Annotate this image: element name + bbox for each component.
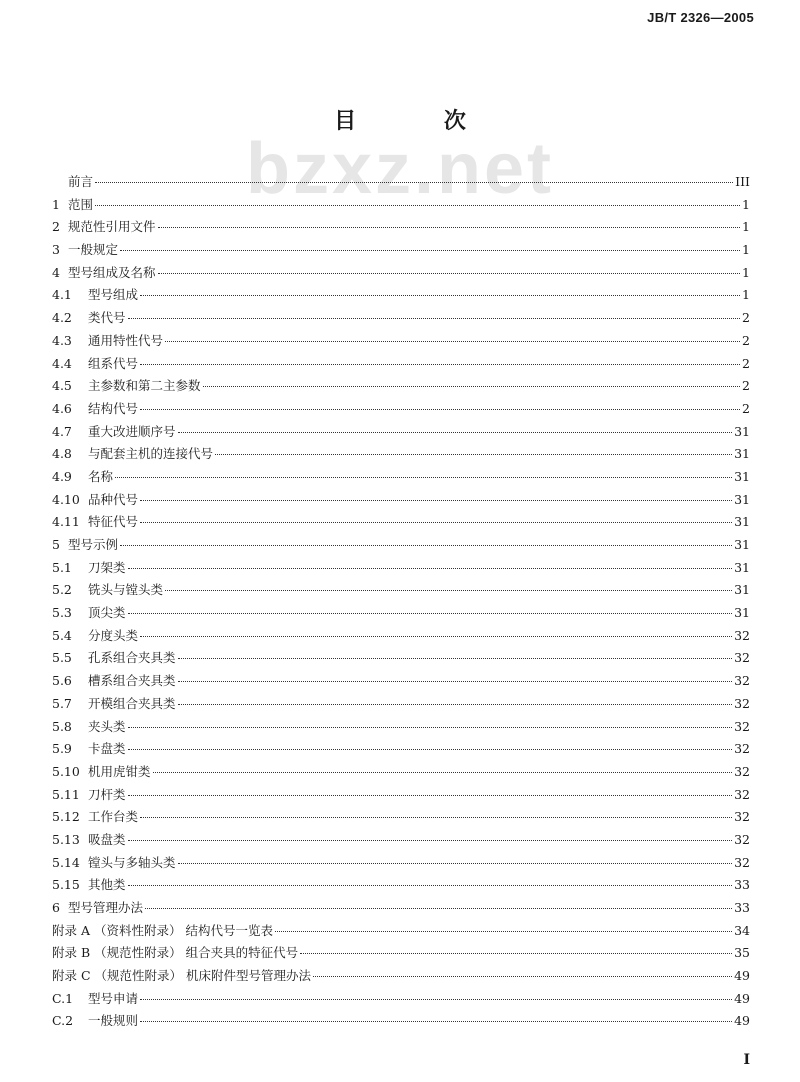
toc-entry-label: 型号组成 — [88, 287, 139, 303]
toc-entry-label: 分度头类 — [88, 627, 139, 643]
toc-entry[interactable] — [52, 965, 750, 988]
dot-leader — [128, 318, 740, 319]
toc-entry-label: 孔系组合夹具类 — [88, 650, 176, 666]
toc-entry-number: 1 — [52, 196, 60, 212]
toc-entry-label: 夹头类 — [88, 718, 126, 734]
toc-entry[interactable] — [52, 511, 750, 534]
toc-entry-number: 4.1 — [52, 287, 72, 303]
toc-entry-number: 4.8 — [52, 446, 72, 462]
toc-entry-number: 5.5 — [52, 650, 72, 666]
dot-leader — [140, 295, 740, 296]
toc-entry[interactable] — [52, 375, 750, 398]
toc-entry[interactable] — [52, 489, 750, 512]
toc-entry-page: 1 — [742, 287, 750, 303]
toc-entry-number: 5 — [52, 537, 60, 552]
toc-entry-label: 组系代号 — [88, 355, 139, 371]
dot-leader — [140, 636, 732, 637]
toc-entry[interactable] — [52, 421, 750, 444]
toc-entry[interactable] — [52, 988, 750, 1011]
dot-leader — [145, 908, 732, 909]
toc-entry-number: C.1 — [52, 990, 74, 1006]
toc-entry[interactable] — [52, 852, 750, 875]
toc-entry-label: 规范性引用文件 — [68, 219, 156, 235]
dot-leader — [165, 590, 732, 591]
toc-entry-number: 5.10 — [52, 763, 80, 779]
toc-entry-page: 31 — [734, 446, 750, 462]
toc-entry-page: 2 — [742, 378, 750, 394]
toc-entry[interactable] — [52, 829, 750, 852]
dot-leader — [203, 386, 740, 387]
toc-entry[interactable] — [52, 443, 750, 466]
dot-leader — [178, 658, 733, 659]
standard-number: JB/T 2326—2005 — [647, 10, 754, 25]
toc-entry-page: 32 — [734, 650, 750, 666]
toc-entry[interactable] — [52, 171, 750, 194]
toc-entry[interactable] — [52, 330, 750, 353]
toc-entry-number: 5.14 — [52, 854, 80, 870]
toc-entry[interactable] — [52, 557, 750, 580]
toc-entry-page: 32 — [734, 741, 750, 757]
toc-entry-label: 吸盘类 — [88, 831, 126, 847]
toc-entry-label: 镗头与多轴头类 — [88, 854, 176, 870]
toc-entry-page: 31 — [734, 468, 750, 484]
toc-entry-page: 31 — [734, 491, 750, 507]
toc-entry-number: 5.4 — [52, 627, 72, 643]
toc-entry-number: 4.6 — [52, 400, 72, 416]
dot-leader — [120, 545, 732, 546]
dot-leader — [153, 772, 733, 773]
toc-entry[interactable] — [52, 194, 750, 217]
toc-entry-page: 49 — [734, 1013, 750, 1029]
toc-entry-number: 4.4 — [52, 355, 72, 371]
toc-entry-page: 49 — [734, 968, 750, 984]
toc-entry-number: 4.5 — [52, 378, 72, 394]
toc-entry-page: 32 — [734, 695, 750, 711]
dot-leader — [275, 931, 732, 932]
toc-entry-page: 33 — [734, 877, 750, 893]
toc-entry-number: 5.9 — [52, 741, 72, 757]
toc-entry[interactable] — [52, 1010, 750, 1033]
dot-leader — [178, 704, 733, 705]
dot-leader — [140, 522, 732, 523]
toc-entry-page: 31 — [734, 582, 750, 598]
toc-entry-label: 开模组合夹具类 — [88, 695, 176, 711]
toc-entry[interactable] — [52, 398, 750, 421]
toc-entry-number: 4.10 — [52, 491, 80, 507]
toc-entry-number: 2 — [52, 219, 60, 235]
dot-leader — [140, 999, 732, 1000]
toc-entry-label: 型号示例 — [68, 537, 119, 552]
table-of-contents — [52, 171, 750, 1033]
toc-entry-label: 卡盘类 — [88, 741, 126, 757]
toc-entry-page: 32 — [734, 786, 750, 802]
toc-entry[interactable] — [52, 716, 750, 739]
dot-leader — [128, 795, 733, 796]
dot-leader — [120, 250, 740, 251]
toc-entry-label: 与配套主机的连接代号 — [88, 446, 214, 462]
toc-entry[interactable] — [52, 579, 750, 602]
toc-entry-page: 1 — [742, 264, 750, 280]
dot-leader — [165, 341, 740, 342]
dot-leader — [95, 182, 733, 183]
toc-entry-number: 5.3 — [52, 605, 72, 621]
toc-entry-label: 刀杆类 — [88, 786, 126, 802]
toc-entry-number: 5.15 — [52, 877, 80, 893]
toc-entry[interactable] — [52, 874, 750, 897]
toc-entry-number: 5.12 — [52, 809, 80, 825]
toc-entry-page: 32 — [734, 854, 750, 870]
toc-entry[interactable] — [52, 806, 750, 829]
page-folio: I — [743, 1052, 750, 1068]
toc-entry[interactable] — [52, 307, 750, 330]
toc-entry-number: 5.8 — [52, 718, 72, 734]
dot-leader — [178, 681, 733, 682]
toc-entry-page: 35 — [734, 945, 750, 961]
dot-leader — [140, 409, 740, 410]
toc-entry-page: 32 — [734, 673, 750, 689]
toc-entry-number: 6 — [52, 900, 60, 915]
toc-entry-label: 附录 C （规范性附录） 机床附件型号管理办法 — [52, 968, 311, 984]
toc-entry-label: 范围 — [68, 196, 94, 212]
toc-entry-number: 4.9 — [52, 468, 72, 484]
toc-entry-number: 5.6 — [52, 673, 72, 689]
dot-leader — [128, 749, 733, 750]
toc-entry-label: 前言 — [68, 174, 94, 189]
toc-entry-number: 5.2 — [52, 582, 72, 598]
dot-leader — [178, 863, 733, 864]
dot-leader — [128, 613, 733, 614]
toc-entry[interactable] — [52, 284, 750, 307]
toc-entry[interactable] — [52, 693, 750, 716]
toc-entry-page: 1 — [742, 219, 750, 235]
toc-entry-label: 附录 A （资料性附录） 结构代号一览表 — [52, 922, 273, 938]
toc-entry[interactable] — [52, 897, 750, 920]
toc-entry-label: 顶尖类 — [88, 605, 126, 621]
dot-leader — [128, 840, 733, 841]
toc-entry-page: 1 — [742, 196, 750, 212]
toc-entry[interactable] — [52, 625, 750, 648]
dot-leader — [300, 953, 732, 954]
dot-leader — [115, 477, 732, 478]
toc-entry[interactable] — [52, 216, 750, 239]
toc-entry[interactable] — [52, 353, 750, 376]
toc-entry-number: 4.7 — [52, 423, 72, 439]
toc-entry-number: 5.7 — [52, 695, 72, 711]
toc-entry-page: 1 — [742, 242, 750, 258]
toc-entry-page: 32 — [734, 763, 750, 779]
dot-leader — [140, 364, 740, 365]
toc-entry[interactable] — [52, 920, 750, 943]
dot-leader — [128, 568, 733, 569]
dot-leader — [178, 432, 733, 433]
toc-entry-page: 2 — [742, 400, 750, 416]
dot-leader — [95, 205, 740, 206]
toc-entry-page: 32 — [734, 627, 750, 643]
toc-entry-label: 一般规则 — [88, 1013, 139, 1029]
toc-entry[interactable] — [52, 466, 750, 489]
toc-entry[interactable] — [52, 670, 750, 693]
toc-entry-label: 其他类 — [88, 877, 126, 893]
toc-entry-page: III — [735, 174, 750, 189]
toc-entry-number: 5.11 — [52, 786, 80, 802]
toc-entry-label: 通用特性代号 — [88, 332, 164, 348]
toc-entry-page: 33 — [734, 900, 750, 915]
toc-entry[interactable] — [52, 738, 750, 761]
toc-entry-number: 3 — [52, 242, 60, 258]
toc-entry-label: 槽系组合夹具类 — [88, 673, 176, 689]
toc-entry-number: C.2 — [52, 1013, 74, 1029]
toc-entry-label: 型号申请 — [88, 990, 139, 1006]
dot-leader — [215, 454, 732, 455]
toc-entry[interactable] — [52, 784, 750, 807]
toc-entry-label: 类代号 — [88, 310, 126, 326]
toc-entry-label: 结构代号 — [88, 400, 139, 416]
dot-leader — [313, 976, 732, 977]
toc-entry-number: 5.13 — [52, 831, 80, 847]
watermark: bzxz.net — [245, 129, 555, 209]
toc-entry-page: 32 — [734, 809, 750, 825]
toc-entry-label: 品种代号 — [88, 491, 139, 507]
toc-entry-label: 铣头与镗头类 — [88, 582, 164, 598]
toc-entry-label: 机用虎钳类 — [88, 763, 151, 779]
toc-entry-number: 4.11 — [52, 514, 80, 530]
dot-leader — [140, 1021, 732, 1022]
toc-entry-page: 32 — [734, 718, 750, 734]
toc-entry-number: 4.2 — [52, 310, 72, 326]
toc-entry-page: 49 — [734, 990, 750, 1006]
toc-entry-number: 4.3 — [52, 332, 72, 348]
toc-entry-page: 31 — [734, 514, 750, 530]
toc-entry[interactable] — [52, 602, 750, 625]
dot-leader — [140, 500, 732, 501]
dot-leader — [140, 817, 732, 818]
page-title: 目 次 — [334, 108, 506, 134]
toc-entry[interactable] — [52, 942, 750, 965]
toc-entry-page: 2 — [742, 332, 750, 348]
dot-leader — [128, 727, 733, 728]
toc-entry-label: 刀架类 — [88, 559, 126, 575]
toc-entry-page: 31 — [734, 559, 750, 575]
toc-entry[interactable] — [52, 534, 750, 557]
toc-entry-label: 一般规定 — [68, 242, 119, 258]
dot-leader — [128, 885, 733, 886]
toc-entry[interactable] — [52, 239, 750, 262]
toc-entry-label: 型号组成及名称 — [68, 264, 156, 280]
toc-entry-label: 附录 B （规范性附录） 组合夹具的特征代号 — [52, 945, 299, 961]
toc-entry-label: 特征代号 — [88, 514, 139, 530]
toc-entry-page: 2 — [742, 310, 750, 326]
toc-entry-number: 5.1 — [52, 559, 72, 575]
toc-entry-number: 4 — [52, 264, 60, 280]
toc-entry-page: 34 — [734, 922, 750, 938]
dot-leader — [158, 227, 740, 228]
toc-entry-page: 31 — [734, 537, 750, 552]
toc-entry-page: 31 — [734, 423, 750, 439]
toc-entry-page: 32 — [734, 831, 750, 847]
toc-entry-page: 2 — [742, 355, 750, 371]
toc-entry-label: 主参数和第二主参数 — [88, 378, 201, 394]
toc-entry-label: 工作台类 — [88, 809, 139, 825]
toc-entry-label: 名称 — [88, 468, 114, 484]
toc-entry-page: 31 — [734, 605, 750, 621]
toc-entry[interactable] — [52, 761, 750, 784]
toc-entry-label: 型号管理办法 — [68, 900, 144, 915]
toc-entry-label: 重大改进顺序号 — [88, 423, 176, 439]
toc-entry[interactable] — [52, 647, 750, 670]
dot-leader — [158, 273, 740, 274]
toc-entry[interactable] — [52, 262, 750, 285]
